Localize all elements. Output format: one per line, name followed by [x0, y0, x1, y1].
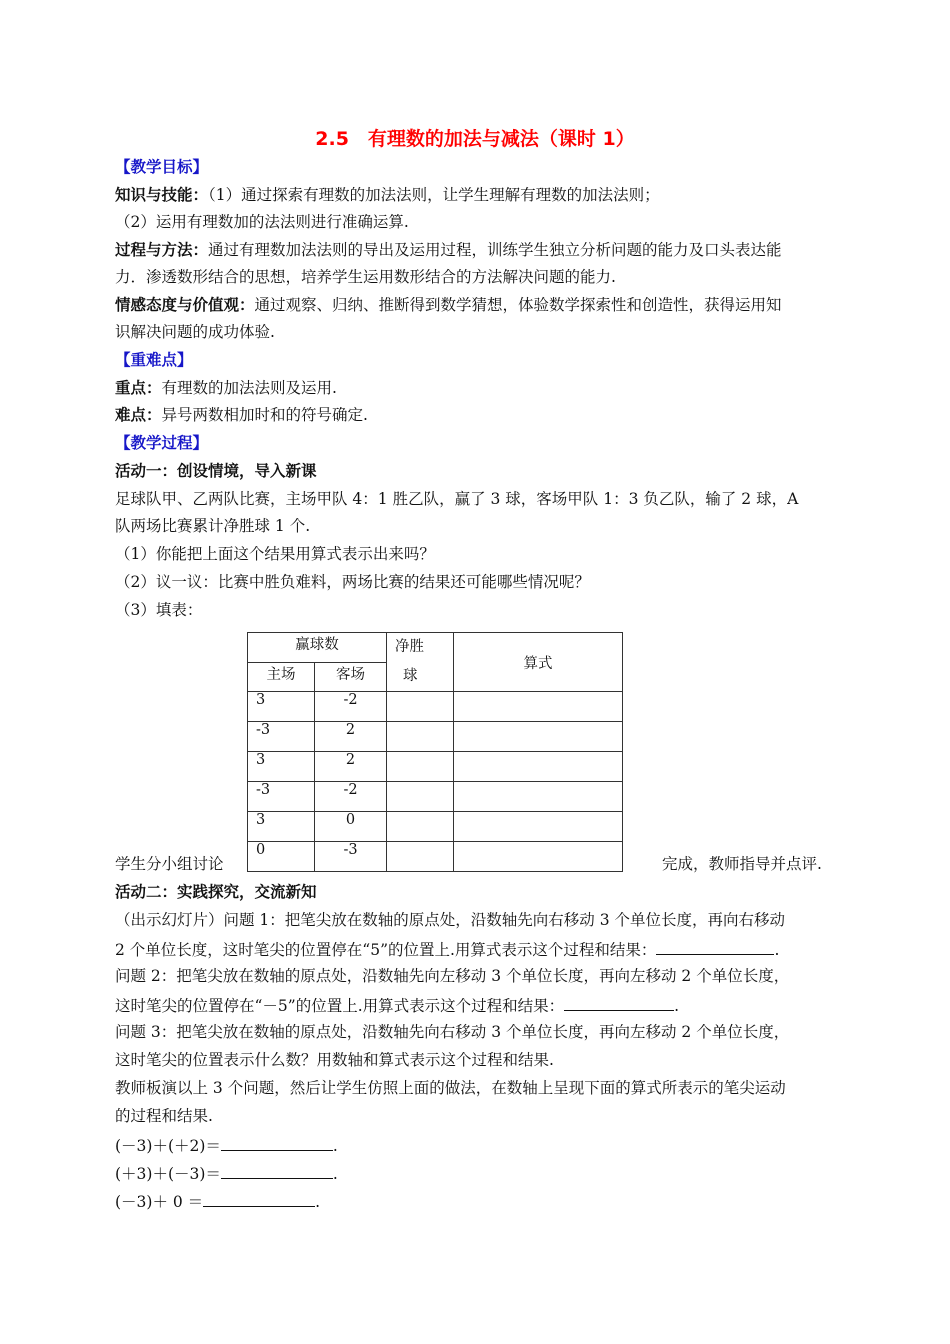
demo-line-2: 的过程和结果. — [115, 1107, 213, 1125]
header-net-line-1: 净胜 — [395, 639, 424, 655]
formula-cell — [454, 692, 623, 722]
attitude-text-2: 识解决问题的成功体验. — [115, 323, 275, 341]
expression-2 — [115, 1162, 338, 1184]
home-cell: -3 — [248, 722, 315, 752]
away-cell: -2 — [315, 692, 387, 722]
problem-2-line-2 — [115, 994, 679, 1016]
hard-text: 异号两数相加时和的符号确定. — [161, 406, 368, 424]
away-cell: 2 — [315, 752, 387, 782]
home-cell: 3 — [248, 752, 315, 782]
hard-point — [115, 405, 368, 425]
table-row — [248, 692, 623, 722]
table-caption-left: 学生分小组讨论 — [115, 855, 224, 873]
question-3: （3）填表： — [115, 601, 203, 619]
expression-1 — [115, 1134, 338, 1156]
formula-cell — [454, 722, 623, 752]
knowledge-text: （1）通过探索有理数的加法法则，让学生理解有理数的加法法则； — [208, 186, 660, 204]
header-goals: 赢球数 — [248, 633, 387, 663]
header-home: 主场 — [248, 663, 315, 692]
activity-1-title: 活动一：创设情境，导入新课 — [115, 462, 317, 480]
table-row — [248, 842, 623, 872]
net-cell — [387, 812, 454, 842]
attitude-paragraph — [115, 295, 782, 315]
net-cell — [387, 752, 454, 782]
answer-blank-2[interactable] — [564, 994, 674, 1011]
problem-1-line-2 — [115, 938, 779, 960]
question-1: （1）你能把上面这个结果用算式表示出来吗？ — [115, 545, 435, 563]
home-cell: 3 — [248, 812, 315, 842]
knowledge-label: 知识与技能： — [115, 186, 209, 204]
process-text: 通过有理数加法法则的导出及运用过程，训练学生独立分析问题的能力及口头表达能 — [208, 241, 782, 259]
problem-1-line-1: （出示幻灯片）问题 1：把笔尖放在数轴的原点处，沿数轴先向右移动 3 个单位长度，再向右移动 — [115, 911, 786, 929]
net-cell — [387, 692, 454, 722]
score-table — [247, 632, 623, 872]
intro-line-1: 足球队甲、乙两队比赛，主场甲队 4：1 胜乙队，赢了 3 球，客场甲队 1：3 负乙队，输了 2 球，A — [115, 490, 799, 508]
formula-cell — [454, 752, 623, 782]
table-row — [248, 722, 623, 752]
key-text: 有理数的加法法则及运用. — [161, 379, 337, 397]
question-2: （2）议一议：比赛中胜负难料，两场比赛的结果还可能哪些情况呢？ — [115, 573, 590, 591]
period: . — [674, 997, 680, 1015]
knowledge-text-2: （2）运用有理数加的法法则进行准确运算. — [115, 213, 409, 231]
expression-3 — [115, 1190, 320, 1212]
intro-line-2: 队两场比赛累计净胜球 1 个. — [115, 517, 311, 535]
table-row — [248, 752, 623, 782]
away-cell: 2 — [315, 722, 387, 752]
process-label: 过程与方法： — [115, 241, 209, 259]
section-heading-difficulties: 【重难点】 — [115, 351, 193, 369]
formula-cell — [454, 812, 623, 842]
answer-blank-4[interactable] — [221, 1162, 333, 1179]
problem-2-line-1: 问题 2：把笔尖放在数轴的原点处，沿数轴先向左移动 3 个单位长度，再向左移动 2 个单位长度， — [115, 967, 790, 985]
period: . — [774, 941, 780, 959]
attitude-text: 通过观察、归纳、推断得到数学猜想，体验数学探索性和创造性，获得运用知 — [254, 296, 782, 314]
attitude-label: 情感态度与价值观： — [115, 296, 255, 314]
hard-label: 难点： — [115, 406, 162, 424]
knowledge-paragraph — [115, 185, 660, 205]
problem-3-line-2: 这时笔尖的位置表示什么数？用数轴和算式表示这个过程和结果. — [115, 1051, 554, 1069]
table-caption-right: 完成，教师指导并点评. — [662, 855, 822, 873]
formula-cell — [454, 782, 623, 812]
header-net-line-2: 球 — [403, 668, 418, 684]
period: . — [332, 1137, 338, 1155]
problem-3-line-1: 问题 3：把笔尖放在数轴的原点处，沿数轴先向右移动 3 个单位长度，再向左移动 2 个单位长度， — [115, 1023, 790, 1041]
away-cell: -2 — [315, 782, 387, 812]
home-cell: 0 — [248, 842, 315, 872]
table-row — [248, 782, 623, 812]
expression-1-text: (－3)＋(＋2)＝ — [115, 1137, 221, 1155]
away-cell: -3 — [315, 842, 387, 872]
key-point — [115, 378, 337, 398]
answer-blank-1[interactable] — [656, 938, 774, 955]
net-cell — [387, 722, 454, 752]
period: . — [315, 1193, 321, 1211]
table-row — [248, 812, 623, 842]
section-heading-process: 【教学过程】 — [115, 434, 209, 452]
header-away: 客场 — [315, 663, 387, 692]
answer-blank-5[interactable] — [203, 1190, 315, 1207]
key-label: 重点： — [115, 379, 162, 397]
home-cell: 3 — [248, 692, 315, 722]
formula-cell — [454, 842, 623, 872]
away-cell: 0 — [315, 812, 387, 842]
expression-2-text: (＋3)＋(－3)＝ — [115, 1165, 221, 1183]
period: . — [332, 1165, 338, 1183]
activity-2-title: 活动二：实践探究，交流新知 — [115, 883, 317, 901]
section-heading-goals: 【教学目标】 — [115, 158, 209, 176]
demo-line-1: 教师板演以上 3 个问题，然后让学生仿照上面的做法，在数轴上呈现下面的算式所表示的笔尖运动 — [115, 1079, 786, 1097]
header-formula: 算式 — [454, 633, 623, 692]
net-cell — [387, 782, 454, 812]
net-cell — [387, 842, 454, 872]
expression-3-text: (－3)＋ 0 ＝ — [115, 1193, 204, 1211]
document-title: 2.5 有理数的加法与减法（课时 1） — [315, 128, 635, 150]
process-paragraph — [115, 240, 782, 260]
problem-2-text: 这时笔尖的位置停在“－5”的位置上.用算式表示这个过程和结果： — [115, 997, 565, 1015]
home-cell: -3 — [248, 782, 315, 812]
process-text-2: 力．渗透数形结合的思想，培养学生运用数形结合的方法解决问题的能力. — [115, 268, 616, 286]
header-net — [387, 633, 454, 692]
answer-blank-3[interactable] — [221, 1134, 333, 1151]
problem-1-text: 2 个单位长度，这时笔尖的位置停在“5”的位置上.用算式表示这个过程和结果： — [115, 941, 657, 959]
